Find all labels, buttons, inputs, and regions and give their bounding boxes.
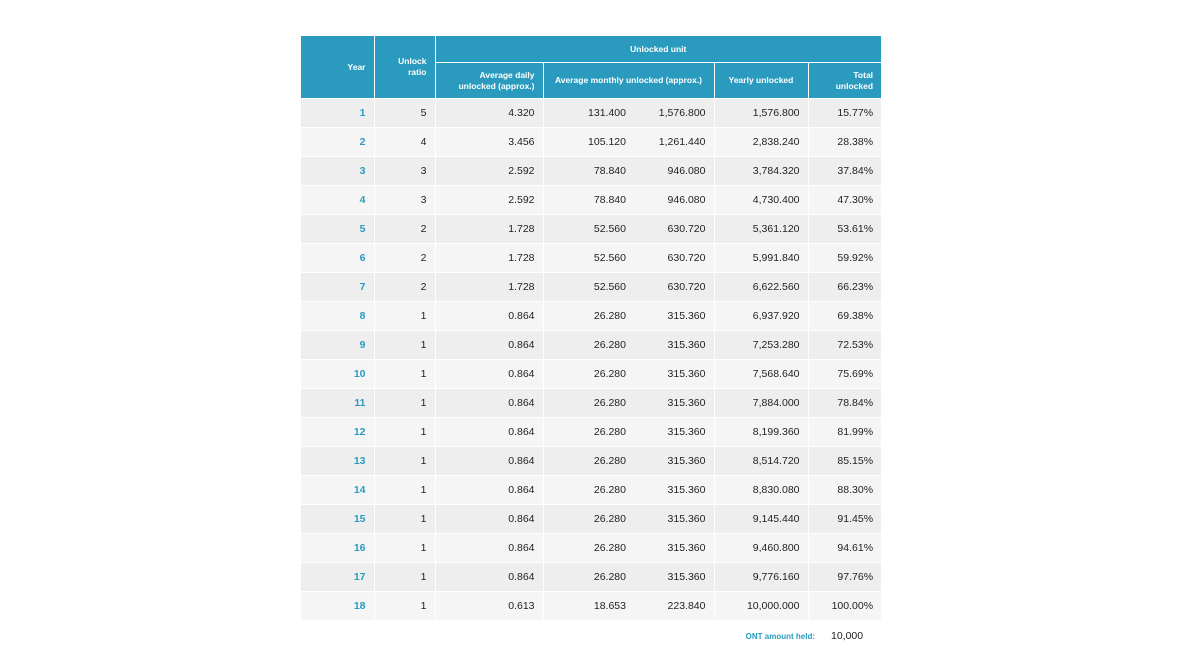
total-unlocked-cell: 59.92%: [808, 244, 881, 273]
year-cell: 3: [301, 157, 374, 186]
avg-daily-cell: 0.864: [435, 563, 543, 592]
header-unlocked-unit: Unlocked unit: [435, 36, 881, 63]
year-cell: 13: [301, 447, 374, 476]
total-unlocked-cell: 37.84%: [808, 157, 881, 186]
year-cell: 7: [301, 273, 374, 302]
total-unlocked-cell: 75.69%: [808, 360, 881, 389]
avg-monthly-total-cell: 315.360: [634, 302, 714, 331]
avg-monthly-cell: 78.840: [543, 157, 634, 186]
avg-daily-cell: 0.864: [435, 447, 543, 476]
table-row: [301, 534, 881, 563]
avg-daily-cell: 4.320: [435, 99, 543, 128]
yearly-unlocked-cell: 6,622.560: [714, 273, 808, 302]
avg-daily-cell: 1.728: [435, 273, 543, 302]
year-cell: 9: [301, 331, 374, 360]
ont-amount-value: 10,000: [831, 630, 864, 642]
total-unlocked-cell: 88.30%: [808, 476, 881, 505]
header-total: Total unlocked: [808, 63, 881, 99]
table-row: [301, 505, 881, 534]
avg-daily-cell: 1.728: [435, 244, 543, 273]
year-cell: 10: [301, 360, 374, 389]
total-unlocked-cell: 47.30%: [808, 186, 881, 215]
avg-monthly-cell: 18.653: [543, 592, 634, 621]
avg-monthly-total-cell: 315.360: [634, 360, 714, 389]
header-avg-monthly: Average monthly unlocked (approx.): [543, 63, 714, 99]
total-unlocked-cell: 69.38%: [808, 302, 881, 331]
yearly-unlocked-cell: 9,776.160: [714, 563, 808, 592]
avg-monthly-total-cell: 315.360: [634, 534, 714, 563]
header-yearly: Yearly unlocked: [714, 63, 808, 99]
year-cell: 15: [301, 505, 374, 534]
header-year: Year: [301, 36, 374, 99]
table-row: [301, 447, 881, 476]
avg-monthly-total-cell: 315.360: [634, 418, 714, 447]
avg-monthly-total-cell: 223.840: [634, 592, 714, 621]
total-unlocked-cell: 78.84%: [808, 389, 881, 418]
total-unlocked-cell: 100.00%: [808, 592, 881, 621]
table-row: [301, 592, 881, 621]
yearly-unlocked-cell: 8,514.720: [714, 447, 808, 476]
total-unlocked-cell: 85.15%: [808, 447, 881, 476]
avg-daily-cell: 0.864: [435, 505, 543, 534]
avg-monthly-cell: 52.560: [543, 244, 634, 273]
unlock-ratio-cell: 1: [374, 505, 435, 534]
avg-monthly-cell: 26.280: [543, 360, 634, 389]
avg-monthly-cell: 52.560: [543, 215, 634, 244]
avg-monthly-cell: 131.400: [543, 99, 634, 128]
yearly-unlocked-cell: 4,730.400: [714, 186, 808, 215]
avg-monthly-cell: 26.280: [543, 418, 634, 447]
avg-monthly-total-cell: 315.360: [634, 505, 714, 534]
year-cell: 11: [301, 389, 374, 418]
avg-monthly-total-cell: 315.360: [634, 331, 714, 360]
year-cell: 6: [301, 244, 374, 273]
avg-monthly-total-cell: 946.080: [634, 186, 714, 215]
header-avg-daily: Average daily unlocked (approx.): [435, 63, 543, 99]
yearly-unlocked-cell: 9,460.800: [714, 534, 808, 563]
yearly-unlocked-cell: 6,937.920: [714, 302, 808, 331]
yearly-unlocked-cell: 3,784.320: [714, 157, 808, 186]
avg-monthly-cell: 26.280: [543, 505, 634, 534]
avg-monthly-total-cell: 315.360: [634, 563, 714, 592]
avg-daily-cell: 0.864: [435, 360, 543, 389]
unlock-ratio-cell: 1: [374, 302, 435, 331]
total-unlocked-cell: 53.61%: [808, 215, 881, 244]
avg-monthly-total-cell: 315.360: [634, 447, 714, 476]
total-unlocked-cell: 15.77%: [808, 99, 881, 128]
table-row: [301, 157, 881, 186]
yearly-unlocked-cell: 5,991.840: [714, 244, 808, 273]
unlock-ratio-cell: 1: [374, 563, 435, 592]
avg-monthly-cell: 78.840: [543, 186, 634, 215]
total-unlocked-cell: 81.99%: [808, 418, 881, 447]
year-cell: 8: [301, 302, 374, 331]
year-cell: 17: [301, 563, 374, 592]
total-unlocked-cell: 72.53%: [808, 331, 881, 360]
table-row: [301, 273, 881, 302]
avg-daily-cell: 2.592: [435, 157, 543, 186]
avg-daily-cell: 0.613: [435, 592, 543, 621]
table-row: [301, 476, 881, 505]
avg-daily-cell: 0.864: [435, 476, 543, 505]
table-row: [301, 389, 881, 418]
avg-daily-cell: 1.728: [435, 215, 543, 244]
unlock-ratio-cell: 4: [374, 128, 435, 157]
table-row: [301, 99, 881, 128]
unlock-ratio-cell: 1: [374, 331, 435, 360]
total-unlocked-cell: 28.38%: [808, 128, 881, 157]
avg-monthly-total-cell: 315.360: [634, 389, 714, 418]
year-cell: 2: [301, 128, 374, 157]
total-unlocked-cell: 66.23%: [808, 273, 881, 302]
year-cell: 12: [301, 418, 374, 447]
table-row: [301, 215, 881, 244]
yearly-unlocked-cell: 7,568.640: [714, 360, 808, 389]
year-cell: 16: [301, 534, 374, 563]
avg-monthly-cell: 26.280: [543, 302, 634, 331]
table-row: [301, 302, 881, 331]
unlock-ratio-cell: 1: [374, 389, 435, 418]
avg-daily-cell: 0.864: [435, 389, 543, 418]
yearly-unlocked-cell: 8,830.080: [714, 476, 808, 505]
avg-monthly-total-cell: 1,576.800: [634, 99, 714, 128]
yearly-unlocked-cell: 2,838.240: [714, 128, 808, 157]
table-row: [301, 186, 881, 215]
table-row: [301, 244, 881, 273]
year-cell: 4: [301, 186, 374, 215]
avg-daily-cell: 0.864: [435, 534, 543, 563]
avg-daily-cell: 0.864: [435, 418, 543, 447]
unlock-ratio-cell: 1: [374, 476, 435, 505]
avg-monthly-cell: 52.560: [543, 273, 634, 302]
year-cell: 18: [301, 592, 374, 621]
total-unlocked-cell: 91.45%: [808, 505, 881, 534]
yearly-unlocked-cell: 9,145.440: [714, 505, 808, 534]
header-unlock-ratio: Unlock ratio: [374, 36, 435, 99]
total-unlocked-cell: 94.61%: [808, 534, 881, 563]
unlock-ratio-cell: 2: [374, 215, 435, 244]
unlock-ratio-cell: 3: [374, 186, 435, 215]
unlock-ratio-cell: 1: [374, 418, 435, 447]
unlock-ratio-cell: 1: [374, 360, 435, 389]
holdings-footer: [700, 630, 881, 642]
unlock-ratio-cell: 5: [374, 99, 435, 128]
avg-monthly-total-cell: 1,261.440: [634, 128, 714, 157]
table-row: [301, 563, 881, 592]
avg-monthly-total-cell: 946.080: [634, 157, 714, 186]
ont-amount-label: ONT amount held:: [745, 631, 815, 641]
table-header: [301, 36, 881, 99]
yearly-unlocked-cell: 1,576.800: [714, 99, 808, 128]
avg-monthly-cell: 26.280: [543, 534, 634, 563]
unlock-ratio-cell: 2: [374, 244, 435, 273]
avg-monthly-cell: 26.280: [543, 447, 634, 476]
unlock-ratio-cell: 1: [374, 534, 435, 563]
unlock-schedule-table-container: [301, 36, 881, 621]
avg-monthly-cell: 26.280: [543, 563, 634, 592]
unlock-schedule-table: [301, 36, 881, 621]
avg-monthly-cell: 26.280: [543, 476, 634, 505]
avg-monthly-total-cell: 630.720: [634, 215, 714, 244]
table-row: [301, 331, 881, 360]
avg-monthly-total-cell: 630.720: [634, 244, 714, 273]
yearly-unlocked-cell: 8,199.360: [714, 418, 808, 447]
avg-daily-cell: 0.864: [435, 331, 543, 360]
yearly-unlocked-cell: 7,884.000: [714, 389, 808, 418]
unlock-ratio-cell: 3: [374, 157, 435, 186]
avg-monthly-cell: 26.280: [543, 331, 634, 360]
avg-daily-cell: 2.592: [435, 186, 543, 215]
yearly-unlocked-cell: 10,000.000: [714, 592, 808, 621]
avg-monthly-total-cell: 630.720: [634, 273, 714, 302]
header-row-top: [301, 36, 881, 63]
year-cell: 1: [301, 99, 374, 128]
yearly-unlocked-cell: 7,253.280: [714, 331, 808, 360]
unlock-ratio-cell: 2: [374, 273, 435, 302]
yearly-unlocked-cell: 5,361.120: [714, 215, 808, 244]
table-row: [301, 128, 881, 157]
table-row: [301, 360, 881, 389]
year-cell: 14: [301, 476, 374, 505]
total-unlocked-cell: 97.76%: [808, 563, 881, 592]
unlock-ratio-cell: 1: [374, 592, 435, 621]
avg-daily-cell: 3.456: [435, 128, 543, 157]
table-body: [301, 99, 881, 621]
avg-monthly-cell: 26.280: [543, 389, 634, 418]
avg-daily-cell: 0.864: [435, 302, 543, 331]
year-cell: 5: [301, 215, 374, 244]
unlock-ratio-cell: 1: [374, 447, 435, 476]
table-row: [301, 418, 881, 447]
avg-monthly-cell: 105.120: [543, 128, 634, 157]
avg-monthly-total-cell: 315.360: [634, 476, 714, 505]
